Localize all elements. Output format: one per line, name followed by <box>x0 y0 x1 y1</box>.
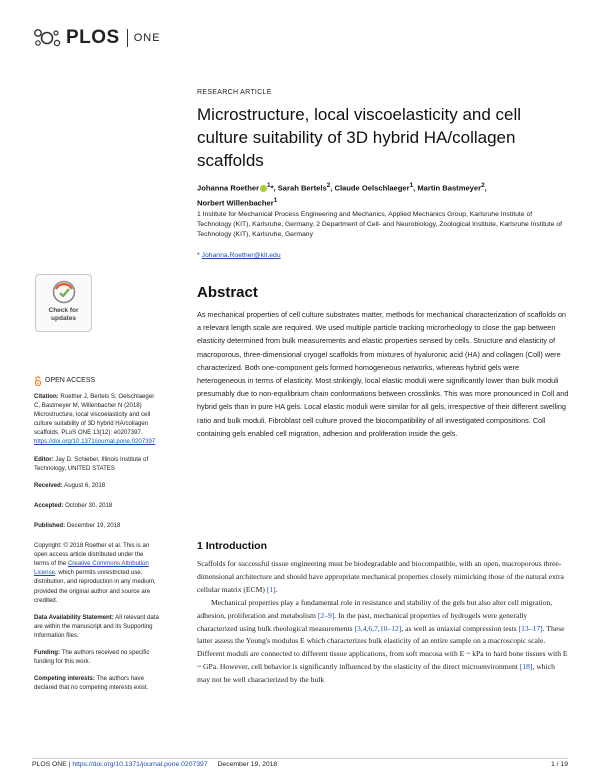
funding-block <box>34 648 159 666</box>
plos-logo-icon <box>32 27 62 49</box>
author-affiliation-marker: 1 <box>273 197 278 205</box>
competing-interests-label: Competing interests: <box>34 675 95 683</box>
competing-interests-text: The authors have declared that no competing interests exist. <box>34 675 149 692</box>
data-availability-text: All relevant data are within the manuscript and its Supporting Information files. <box>34 613 159 639</box>
funding-label: Funding: <box>34 648 61 656</box>
competing-interests-block <box>34 674 159 692</box>
footer-separator: | <box>66 761 73 768</box>
accepted-date: October 30, 2018 <box>63 501 113 509</box>
logo-brand: PLOS <box>66 27 120 48</box>
author-name[interactable]: *, Sarah Bertels <box>270 183 327 193</box>
cc-license-link[interactable]: Creative Commons Attribution License <box>34 560 149 577</box>
received-label: Received: <box>34 481 63 489</box>
intro-paragraph <box>197 597 569 687</box>
published-label: Published: <box>34 521 66 529</box>
citation-ref-link[interactable]: [18] <box>519 662 533 672</box>
footer-date: December 19, 2018 <box>217 761 278 768</box>
introduction-heading: 1 Introduction <box>197 540 267 552</box>
intro-paragraph <box>197 558 569 597</box>
citation-ref-link[interactable]: [3,4,6,7,10–12] <box>354 623 402 633</box>
introduction-body <box>197 558 569 687</box>
open-access-label: OPEN ACCESS <box>45 377 96 385</box>
footer-doi-link[interactable]: https://doi.org/10.1371/journal.pone.0207397 <box>72 761 208 768</box>
received-block <box>34 481 159 490</box>
author-affiliation-marker: 1 <box>409 182 414 189</box>
affiliations: 1 Institute for Mechanical Process Engineering and Mechanics, Applied Mechanics Group, Karlsruhe Institute of Technology (KIT), Karlsruhe, Germany, 2 Department of Cell- and Neurobiology, Zoological Institute, Karlsruhe Institute of Technology (KIT), Karlsruhe, Germany <box>197 211 563 238</box>
abstract-text: As mechanical properties of cell culture substrates matter, methods for mechanical characterization of scaffolds on a relevant length scale are required. We used multiple particle tracking microrheology to close the gap between elasticity determined from bulk measurements and elastic properties sensed by cells. Structure and elasticity of macroporous, three-dimensional cryogel scaffolds from mixtures of hyaluronic acid (HA) and collagen (Coll) were characterized. Both one-component gels formed homogeneous networks, whereas hybrid gels were heterogeneous in terms of elasticity. Most strikingly, local elastic moduli were significantly lower than bulk moduli presumably due to non-equilibrium chain conformations between crosslinks. This was more pronounced in Coll and hybrid gels than in pure HA gels. Local elastic moduli were similar for all gels, irrespective of their different swelling ratio and bulk moduli. Fibroblast cell culture proved the biocompatibility of all investigated compositions. Coll containing gels enabled cell migration, adhesion and proliferation inside the gels. <box>197 310 569 438</box>
citation-doi-link[interactable]: https://doi.org/10.1371/journal.pone.0207397 <box>34 438 156 446</box>
funding-text: The authors received no specific funding for this work. <box>34 648 150 666</box>
intro-text: Scaffolds for successful tissue engineering must be biodegradable and biocompatible, with an open, macroporous three-dimensional architecture and should have appropriate mechanical properties closely mimicking those of the natural extra cellular matrix (ECM) <box>197 559 564 594</box>
citation-ref-link[interactable]: [2–9] <box>317 610 335 620</box>
email-link[interactable]: Johanna.Roether@kit.edu <box>201 252 281 259</box>
copyright-text-start: Copyright: © 2018 Roether et al. This is an open access article distributed under the terms of the <box>34 542 150 568</box>
footer-journal: PLOS ONE <box>32 761 67 768</box>
author-list <box>197 180 567 210</box>
article-type-label: RESEARCH ARTICLE <box>197 89 272 96</box>
author-name[interactable]: , Claude Oelschlaeger <box>330 183 410 193</box>
email-marker: * <box>197 252 202 259</box>
intro-text: , as well as uniaxial compression tests <box>401 623 519 633</box>
footer-divider <box>32 758 568 759</box>
logo-journal: ONE <box>133 32 161 44</box>
accepted-block <box>34 501 159 510</box>
author-name[interactable]: , Martin Bastmeyer <box>413 183 482 193</box>
data-availability-block <box>34 613 159 640</box>
open-access-badge <box>34 376 159 386</box>
open-lock-icon <box>34 376 42 386</box>
data-availability-label: Data Availability Statement: <box>34 613 114 621</box>
citation-ref-link[interactable]: [13–17] <box>518 623 543 633</box>
author-separator: , <box>484 183 487 193</box>
author-name[interactable]: Johanna Roether <box>197 183 260 193</box>
intro-text: . <box>275 584 278 594</box>
citation-ref-link[interactable]: [1] <box>266 584 276 594</box>
citation-block <box>34 392 159 447</box>
published-block <box>34 521 159 530</box>
author-affiliation-marker: 2 <box>481 182 485 189</box>
check-for-updates-badge[interactable] <box>35 274 92 332</box>
check-updates-icon <box>52 280 76 304</box>
page-number: 1 / 19 <box>550 761 568 768</box>
author-affiliation-marker: 1 <box>267 182 271 189</box>
logo-divider <box>127 29 128 47</box>
accepted-label: Accepted: <box>34 501 64 509</box>
intro-text: Mechanical properties play a fundamental role in resistance and stability of the gels but also alter cell migration, adhesion, proliferation and metabolism <box>197 597 553 620</box>
plos-one-logo[interactable] <box>32 27 161 49</box>
editor-text: Jay D. Schieber, Illinois Institute of Technology, UNITED STATES <box>34 455 149 472</box>
copyright-block <box>34 541 159 605</box>
published-date: December 19, 2018 <box>65 521 121 529</box>
intro-text: . These latter assess the Young's modulus E which characterizes bulk elasticity of an entire sample on a macroscopic scale. Different moduli are connected to different tissue applications, from soft mucosa with E ~ kPa to hard bone tissues with E ~ GPa. However, cell behavior is significantly influenced by the elasticity of the direct microenvironment <box>197 623 568 672</box>
footer-citation <box>32 761 277 768</box>
author-affiliation-marker: 2 <box>326 182 331 189</box>
intro-text: . In the past, mechanical properties of hydrogels were generally characterized using bulk rheological measurements <box>197 610 528 633</box>
copyright-text-end: , which permits unrestricted use, distribution, and reproduction in any medium, provided the original author and source are credited. <box>34 569 156 604</box>
received-date: August 6, 2018 <box>62 481 106 489</box>
orcid-icon[interactable] <box>260 185 267 192</box>
citation-label: Citation: <box>34 393 59 400</box>
article-title: Microstructure, local viscoelasticity and cell culture suitability of 3D hybrid HA/collagen scaffolds <box>197 105 522 170</box>
author-name[interactable]: Norbert Willenbacher <box>197 198 274 208</box>
corresponding-email <box>197 252 281 259</box>
citation-text: Roether J, Bertels S, Oelschlaeger C, Bastmeyer M, Willenbacher N (2018) Microstructure, local viscoelasticity and cell culture suitability of 3D hybrid HA/collagen scaffolds. PLoS ONE 13(12): e0207397. <box>34 393 155 437</box>
editor-block <box>34 455 159 473</box>
intro-text: , which may not be well characterized by the bulk <box>197 662 555 685</box>
abstract-heading: Abstract <box>197 284 258 301</box>
article-info-sidebar <box>34 376 159 700</box>
editor-label: Editor: <box>34 455 54 463</box>
check-updates-label: Check for updates <box>48 307 79 322</box>
